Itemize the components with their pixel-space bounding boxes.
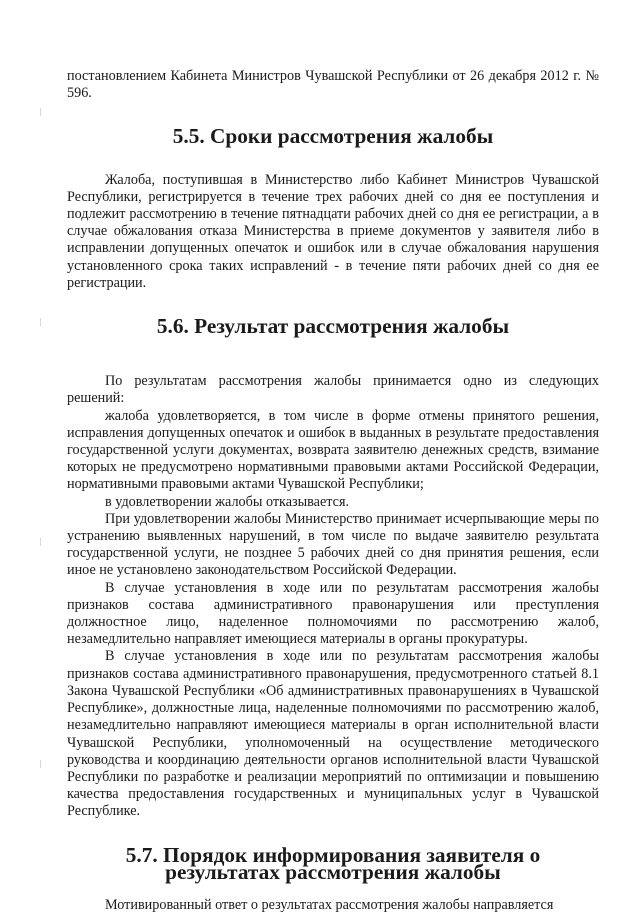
section-heading-5-7: 5.7. Порядок информирования заявителя о результатах рассмотрения жалобы — [125, 842, 541, 884]
section-5-6-paragraph: жалоба удовлетворяется, в том числе в форме отмены принятого решения, исправления допущенных опечаток и ошибок в выданных в результате предоставления государственной услуги документах, возврата заявителю денежных средств, взимание которых не предусмотрено нормативными правовыми актами Российской Федерации, нормативными правовыми актами Чувашской Республики; — [67, 407, 599, 493]
margin-mark — [40, 760, 41, 768]
margin-mark — [40, 538, 41, 546]
section-5-6-paragraph: При удовлетворении жалобы Министерство принимает исчерпывающие меры по устранению выявленных нарушений, в том числе по выдаче заявителю результата государственной услуги, не позднее 5 рабочих дней со дня принятия решения, если иное не установлено законодательством Российской Федерации. — [67, 510, 599, 579]
margin-mark — [40, 108, 41, 116]
document-body — [67, 68, 599, 914]
section-5-5-paragraph: Жалоба, поступившая в Министерство либо Кабинет Министров Чувашской Республики, регистрируется в течение трех рабочих дней со дня ее поступления и подлежит рассмотрению в течение пятнадцати рабочих дней со дня ее регистрации, а в случае обжалования отказа Министерства в приеме документов у заявителя либо в исправлении допущенных опечаток и ошибок или в случае обжалования нарушения установленного срока таких исправлений - в течение пяти рабочих дней со дня ее регистрации. — [67, 171, 599, 291]
section-heading-5-5: 5.5. Сроки рассмотрения жалобы — [172, 124, 494, 149]
margin-mark — [40, 318, 41, 326]
section-heading-5-6: 5.6. Результат рассмотрения жалобы — [156, 314, 510, 339]
section-5-6-paragraph: В случае установления в ходе или по результатам рассмотрения жалобы признаков состава административного правонарушения или преступления должностное лицо, наделенное полномочиями по рассмотрению жалоб, незамедлительно направляет имеющиеся материалы в органы прокуратуры. — [67, 579, 599, 648]
section-5-7-paragraph: Мотивированный ответ о результатах рассмотрения жалобы направляется — [105, 896, 554, 913]
section-5-6-paragraph: По результатам рассмотрения жалобы принимается одно из следующих решений: — [67, 373, 599, 407]
intro-paragraph: постановлением Кабинета Министров Чувашской Республики от 26 декабря 2012 г. № 596. — [67, 68, 599, 102]
section-5-6-paragraph: в удовлетворении жалобы отказывается. — [105, 493, 350, 510]
section-5-6-paragraph: В случае установления в ходе или по результатам рассмотрения жалобы признаков состава административного правонарушения, предусмотренного статьей 8.1 Закона Чувашской Республики «Об административных правонарушениях в Чувашской Республике», должностные лица, наделенные полномочиями по рассмотрению жалоб, незамедлительно направляют имеющиеся материалы в орган исполнительной власти Чувашской Республики, уполномоченный на осуществление методического руководства и координацию деятельности органов исполнительной власти Чувашской Республики по разработке и реализации мероприятий по оптимизации и повышению качества предоставления государственных и муниципальных услуг в Чувашской Республике. — [67, 648, 599, 820]
